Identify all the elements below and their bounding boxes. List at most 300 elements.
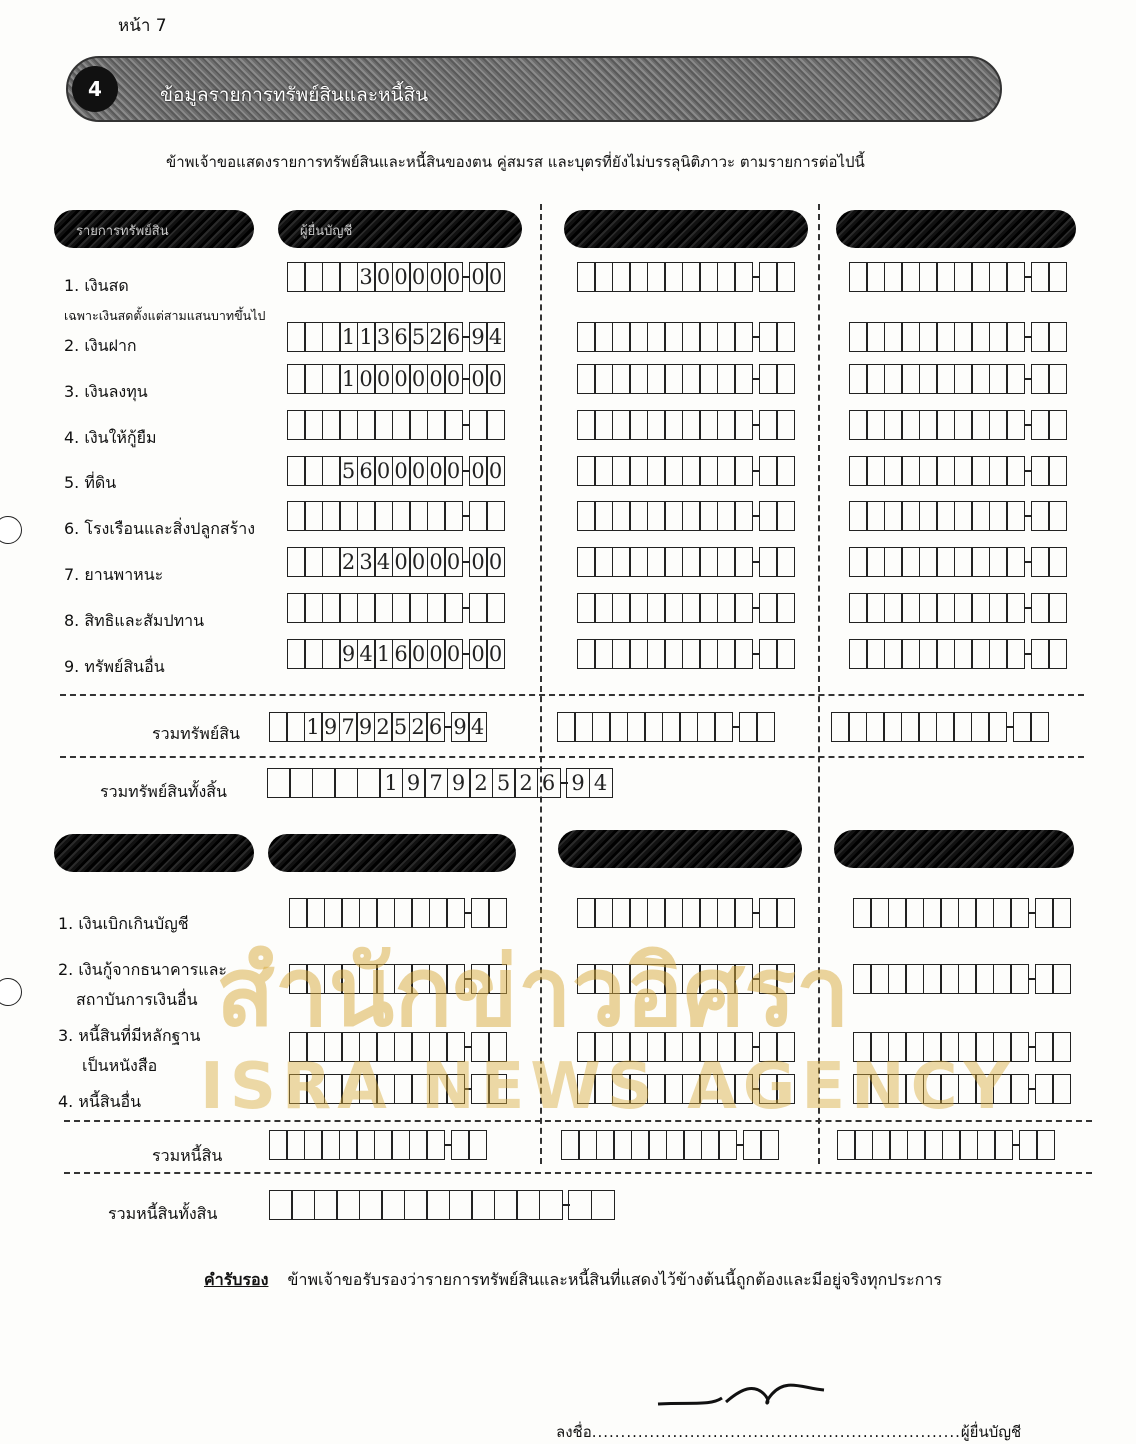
digit-cell (699, 501, 718, 531)
digit-cell (392, 501, 411, 531)
digit-cell (594, 364, 613, 394)
digit-cell (701, 1130, 720, 1160)
digit-cell (577, 593, 596, 623)
satang-cell (759, 501, 778, 531)
digit-cell (287, 547, 306, 577)
digit-cell (682, 547, 701, 577)
signature-prefix: ลงชื่อ (556, 1423, 592, 1441)
digit-cell (866, 322, 885, 352)
digit-cell (374, 593, 393, 623)
satang-cell (1035, 1074, 1054, 1104)
digit-cell (1006, 639, 1025, 669)
satang-cell (469, 501, 488, 531)
page-number: หน้า 7 (118, 16, 167, 36)
digit-cell (321, 1130, 340, 1160)
digit-cell (919, 501, 938, 531)
watermark-thai: สำนักข่าวอิศรา (216, 936, 850, 1048)
digit-cell: 6 (357, 456, 376, 486)
cash-note: เฉพาะเงินสดตั้งแต่สามแสนบาทขึ้นไป (64, 308, 266, 323)
digit-cell (357, 593, 376, 623)
asset-label: 3. เงินลงทุน (64, 382, 148, 401)
digit-cell (449, 1190, 473, 1220)
digit-cell (594, 593, 613, 623)
spouse-asset-field (578, 410, 795, 440)
digit-cell (339, 262, 358, 292)
digit-cell: 7 (339, 712, 358, 742)
satang-cell (568, 1190, 592, 1220)
digit-cell (629, 547, 648, 577)
satang-cell: 9 (451, 712, 470, 742)
digit-cell (374, 1130, 393, 1160)
digit-cell: 6 (426, 712, 445, 742)
satang-cell (1035, 1032, 1054, 1062)
digit-cell (357, 501, 376, 531)
digit-cell (1010, 964, 1029, 994)
digit-cell (594, 456, 613, 486)
satang-cell: 9 (469, 322, 488, 352)
child-liability-field (854, 964, 1071, 994)
digit-cell (664, 410, 683, 440)
digit-cell (629, 456, 648, 486)
digit-cell: 0 (409, 639, 428, 669)
digit-cell: 0 (409, 364, 428, 394)
digit-cell (682, 593, 701, 623)
spouse-asset-field (578, 364, 795, 394)
digit-cell (629, 593, 648, 623)
satang-cell (759, 593, 778, 623)
digit-cell (682, 262, 701, 292)
digit-cell (647, 501, 666, 531)
digit-cell (427, 410, 446, 440)
digit-cell (683, 1130, 702, 1160)
certification (204, 1268, 942, 1293)
digit-cell (1010, 898, 1029, 928)
satang-cell: 0 (486, 639, 505, 669)
digit-cell (304, 322, 323, 352)
digit-cell (304, 639, 323, 669)
digit-cell (339, 593, 358, 623)
satang-cell (759, 322, 778, 352)
digit-cell (314, 1190, 338, 1220)
digit-cell (901, 410, 920, 440)
satang-cell: 0 (486, 547, 505, 577)
satang-cell: 4 (486, 322, 505, 352)
digit-cell (971, 456, 990, 486)
digit-cell: 0 (444, 364, 463, 394)
digit-cell (648, 1130, 667, 1160)
digit-cell (884, 593, 903, 623)
digit-cell (919, 410, 938, 440)
digit-cell (936, 456, 955, 486)
digit-cell (577, 456, 596, 486)
digit-cell: 0 (427, 547, 446, 577)
satang-cell: 0 (469, 262, 488, 292)
digit-cell (612, 547, 631, 577)
digit-cell (919, 593, 938, 623)
digit-cell (989, 593, 1008, 623)
child-liabilities-total-field (838, 1130, 1055, 1160)
satang-cell (1031, 262, 1050, 292)
satang-cell (1048, 456, 1067, 486)
digit-cell (613, 1130, 632, 1160)
digit-cell (682, 456, 701, 486)
digit-cell: 2 (514, 768, 538, 798)
digit-cell (954, 501, 973, 531)
satang-cell (759, 456, 778, 486)
digit-cell: 9 (402, 768, 426, 798)
digit-cell (287, 593, 306, 623)
digit-cell (662, 712, 681, 742)
digit-cell (954, 547, 973, 577)
digit-cell (919, 547, 938, 577)
digit-cell (561, 1130, 580, 1160)
digit-cell (872, 1130, 891, 1160)
digit-cell (612, 639, 631, 669)
spouse-liabilities-header-pill (558, 830, 802, 868)
digit-cell (426, 1130, 445, 1160)
spouse-assets-total-field (558, 712, 775, 742)
satang-cell (486, 410, 505, 440)
digit-cell: 7 (424, 768, 448, 798)
spouse-asset-field (578, 547, 795, 577)
digit-cell: 9 (356, 712, 375, 742)
digit-cell (682, 364, 701, 394)
digit-cell: 0 (357, 364, 376, 394)
satang-cell (1048, 322, 1067, 352)
digit-cell (516, 1190, 540, 1220)
digit-cell (936, 322, 955, 352)
digit-cell (374, 501, 393, 531)
declarant-header-pill (278, 210, 522, 248)
satang-cell (1031, 410, 1050, 440)
satang-cell (1031, 593, 1050, 623)
satang-cell: 9 (566, 768, 590, 798)
digit-cell (444, 593, 463, 623)
declarant-building-field (288, 501, 505, 531)
satang-cell (1052, 898, 1071, 928)
digit-cell (717, 639, 736, 669)
digit-cell (989, 501, 1008, 531)
digit-cell (409, 410, 428, 440)
satang-cell (1048, 547, 1067, 577)
digit-cell: 0 (392, 262, 411, 292)
digit-cell: 2 (374, 712, 393, 742)
signature-dots: ................................................................ (591, 1423, 961, 1441)
digit-cell: 0 (427, 639, 446, 669)
digit-cell (594, 501, 613, 531)
divider (64, 1172, 1092, 1174)
declarant-loan-field (288, 410, 505, 440)
digit-cell (647, 547, 666, 577)
digit-cell (954, 456, 973, 486)
digit-cell (989, 262, 1008, 292)
digit-cell (322, 501, 341, 531)
digit-cell (664, 639, 683, 669)
digit-cell (374, 410, 393, 440)
digit-cell (647, 364, 666, 394)
digit-cell (901, 262, 920, 292)
digit-cell: 0 (374, 456, 393, 486)
digit-cell (884, 410, 903, 440)
digit-cell (1006, 322, 1025, 352)
digit-cell (1006, 262, 1025, 292)
digit-cell (734, 364, 753, 394)
satang-cell (739, 712, 758, 742)
digit-cell (322, 410, 341, 440)
watermark-english: ISRA NEWS AGENCY (200, 1050, 1016, 1124)
digit-cell (312, 768, 336, 798)
digit-cell (682, 501, 701, 531)
spouse-asset-field (578, 456, 795, 486)
digit-cell (539, 1190, 563, 1220)
divider (60, 756, 1084, 758)
digit-cell (664, 547, 683, 577)
digit-cell (664, 593, 683, 623)
digit-cell (1006, 547, 1025, 577)
digit-cell (884, 456, 903, 486)
digit-cell (612, 501, 631, 531)
digit-cell: 5 (339, 456, 358, 486)
digit-cell (444, 410, 463, 440)
satang-cell (1048, 410, 1067, 440)
satang-cell (469, 593, 488, 623)
child-liabilities-header-pill (834, 830, 1074, 868)
digit-cell (577, 547, 596, 577)
intro-text: ข้าพเจ้าขอแสดงรายการทรัพย์สินและหนี้สินของตน คู่สมรส และบุตรที่ยังไม่บรรลุนิติภาวะ ตามรายการต่อไปนี้ (166, 153, 865, 171)
digit-cell (849, 322, 868, 352)
digit-cell (866, 593, 885, 623)
digit-cell (734, 456, 753, 486)
digit-cell (717, 410, 736, 440)
digit-cell (884, 262, 903, 292)
digit-cell (427, 593, 446, 623)
digit-cell (866, 262, 885, 292)
digit-cell (304, 262, 323, 292)
satang-cell (776, 410, 795, 440)
digit-cell (919, 364, 938, 394)
digit-cell (717, 322, 736, 352)
declarant-liabilities-total-field (270, 1130, 487, 1160)
satang-cell: 4 (589, 768, 613, 798)
signature-line (556, 1420, 1021, 1444)
digit-cell (1006, 456, 1025, 486)
digit-cell: 0 (392, 456, 411, 486)
satang-cell: 0 (469, 547, 488, 577)
child-header-pill (836, 210, 1076, 248)
digit-cell (905, 898, 924, 928)
digit-cell (989, 456, 1008, 486)
spouse-asset-field (578, 501, 795, 531)
digit-cell: 0 (427, 364, 446, 394)
liability-label: 1. เงินเบิกเกินบัญชี (58, 914, 189, 933)
digit-cell: 0 (392, 547, 411, 577)
spouse-asset-field (578, 593, 795, 623)
digit-cell (647, 456, 666, 486)
satang-cell: 0 (486, 262, 505, 292)
digit-cell (888, 898, 907, 928)
satang-cell: 0 (469, 364, 488, 394)
digit-cell: 2 (339, 547, 358, 577)
digit-cell (971, 593, 990, 623)
liability-label: 4. หนี้สินอื่น (58, 1092, 142, 1111)
declarant-vehicle-field (288, 547, 505, 577)
certification-text: ข้าพเจ้าขอรับรองว่ารายการทรัพย์สินและหนี้สินที่แสดงไว้ข้างต้นนี้ถูกต้องและมีอยู่จริงทุกประการ (287, 1270, 942, 1289)
section-number: 4 (72, 66, 118, 112)
digit-cell (577, 410, 596, 440)
digit-cell (923, 964, 942, 994)
satang-cell (468, 1130, 487, 1160)
satang-cell (759, 364, 778, 394)
satang-cell: 0 (469, 639, 488, 669)
digit-cell (699, 547, 718, 577)
satang-cell (760, 1130, 779, 1160)
digit-cell (647, 593, 666, 623)
digit-cell (664, 501, 683, 531)
digit-cell (304, 593, 323, 623)
digit-cell (901, 456, 920, 486)
digit-cell (629, 501, 648, 531)
child-asset-field (850, 501, 1067, 531)
digit-cell (612, 593, 631, 623)
digit-cell (866, 456, 885, 486)
digit-cell: 1 (357, 322, 376, 352)
digit-cell (866, 501, 885, 531)
digit-cell (734, 410, 753, 440)
digit-cell (577, 501, 596, 531)
satang-cell (486, 501, 505, 531)
spouse-asset-field (578, 322, 795, 352)
digit-cell (989, 547, 1008, 577)
digit-cell (322, 547, 341, 577)
digit-cell (699, 593, 718, 623)
digit-cell (356, 1130, 375, 1160)
digit-cell: 9 (321, 712, 340, 742)
satang-cell (1031, 322, 1050, 352)
child-assets-total-field (832, 712, 1049, 742)
digit-cell (714, 712, 733, 742)
digit-cell (339, 501, 358, 531)
satang-cell (1031, 364, 1050, 394)
digit-cell (734, 322, 753, 352)
digit-cell (322, 322, 341, 352)
digit-cell (304, 547, 323, 577)
digit-cell (717, 262, 736, 292)
digit-cell (592, 712, 611, 742)
digit-cell: 0 (409, 262, 428, 292)
digit-cell (612, 322, 631, 352)
satang-cell (469, 410, 488, 440)
digit-cell (304, 364, 323, 394)
digit-cell (989, 364, 1008, 394)
satang-cell (451, 1130, 470, 1160)
satang-cell (1052, 1074, 1071, 1104)
section-title: ข้อมูลรายการทรัพย์สินและหนี้สิน (160, 84, 429, 106)
digit-cell (717, 593, 736, 623)
digit-cell (359, 1190, 383, 1220)
digit-cell (304, 410, 323, 440)
digit-cell (426, 1190, 450, 1220)
digit-cell (404, 1190, 428, 1220)
certification-key: คำรับรอง (204, 1270, 269, 1289)
assets-header-pill-label: รายการทรัพย์สิน (76, 224, 169, 239)
digit-cell (322, 364, 341, 394)
asset-label: 5. ที่ดิน (64, 473, 117, 492)
digit-cell (993, 964, 1012, 994)
digit-cell (304, 501, 323, 531)
satang-cell (1013, 712, 1032, 742)
digit-cell (901, 639, 920, 669)
digit-cell (304, 1130, 323, 1160)
child-asset-field (850, 639, 1067, 669)
digit-cell: 1 (374, 639, 393, 669)
declarant-liabilities-header-pill (268, 834, 516, 872)
digit-cell (647, 639, 666, 669)
satang-cell (1030, 712, 1049, 742)
digit-cell (905, 964, 924, 994)
digit-cell (734, 262, 753, 292)
asset-label: 1. เงินสด (64, 276, 129, 295)
digit-cell (1006, 364, 1025, 394)
assets-grand-total-field (268, 768, 613, 798)
digit-cell (954, 593, 973, 623)
digit-cell: 5 (492, 768, 516, 798)
digit-cell (629, 639, 648, 669)
digit-cell (848, 712, 867, 742)
digit-cell (936, 712, 955, 742)
satang-cell (776, 322, 795, 352)
satang-cell (776, 364, 795, 394)
digit-cell (578, 1130, 597, 1160)
satang-cell (1048, 593, 1067, 623)
digit-cell: 0 (374, 364, 393, 394)
satang-cell (776, 501, 795, 531)
digit-cell (971, 547, 990, 577)
assets-header-pill (54, 210, 254, 248)
digit-cell (989, 410, 1008, 440)
digit-cell (994, 1130, 1013, 1160)
digit-cell (975, 964, 994, 994)
digit-cell (357, 410, 376, 440)
digit-cell (629, 262, 648, 292)
satang-cell (759, 262, 778, 292)
digit-cell (936, 262, 955, 292)
digit-cell (577, 639, 596, 669)
asset-label: 9. ทรัพย์สินอื่น (64, 657, 165, 676)
digit-cell (594, 262, 613, 292)
digit-cell (612, 410, 631, 440)
digit-cell (717, 456, 736, 486)
digit-cell (901, 712, 920, 742)
digit-cell: 0 (409, 547, 428, 577)
digit-cell (666, 1130, 685, 1160)
digit-cell (699, 639, 718, 669)
digit-cell (304, 456, 323, 486)
digit-cell (918, 712, 937, 742)
liability-label: สถาบันการเงินอื่น (76, 990, 198, 1009)
digit-cell (577, 262, 596, 292)
digit-cell (629, 322, 648, 352)
spouse-asset-field (578, 262, 795, 292)
spouse-liabilities-total-field (562, 1130, 779, 1160)
digit-cell (664, 456, 683, 486)
digit-cell (627, 712, 646, 742)
digit-cell (409, 593, 428, 623)
digit-cell (287, 262, 306, 292)
digit-cell (954, 322, 973, 352)
signature-scribble (652, 1368, 832, 1414)
digit-cell (907, 1130, 926, 1160)
digit-cell (971, 501, 990, 531)
